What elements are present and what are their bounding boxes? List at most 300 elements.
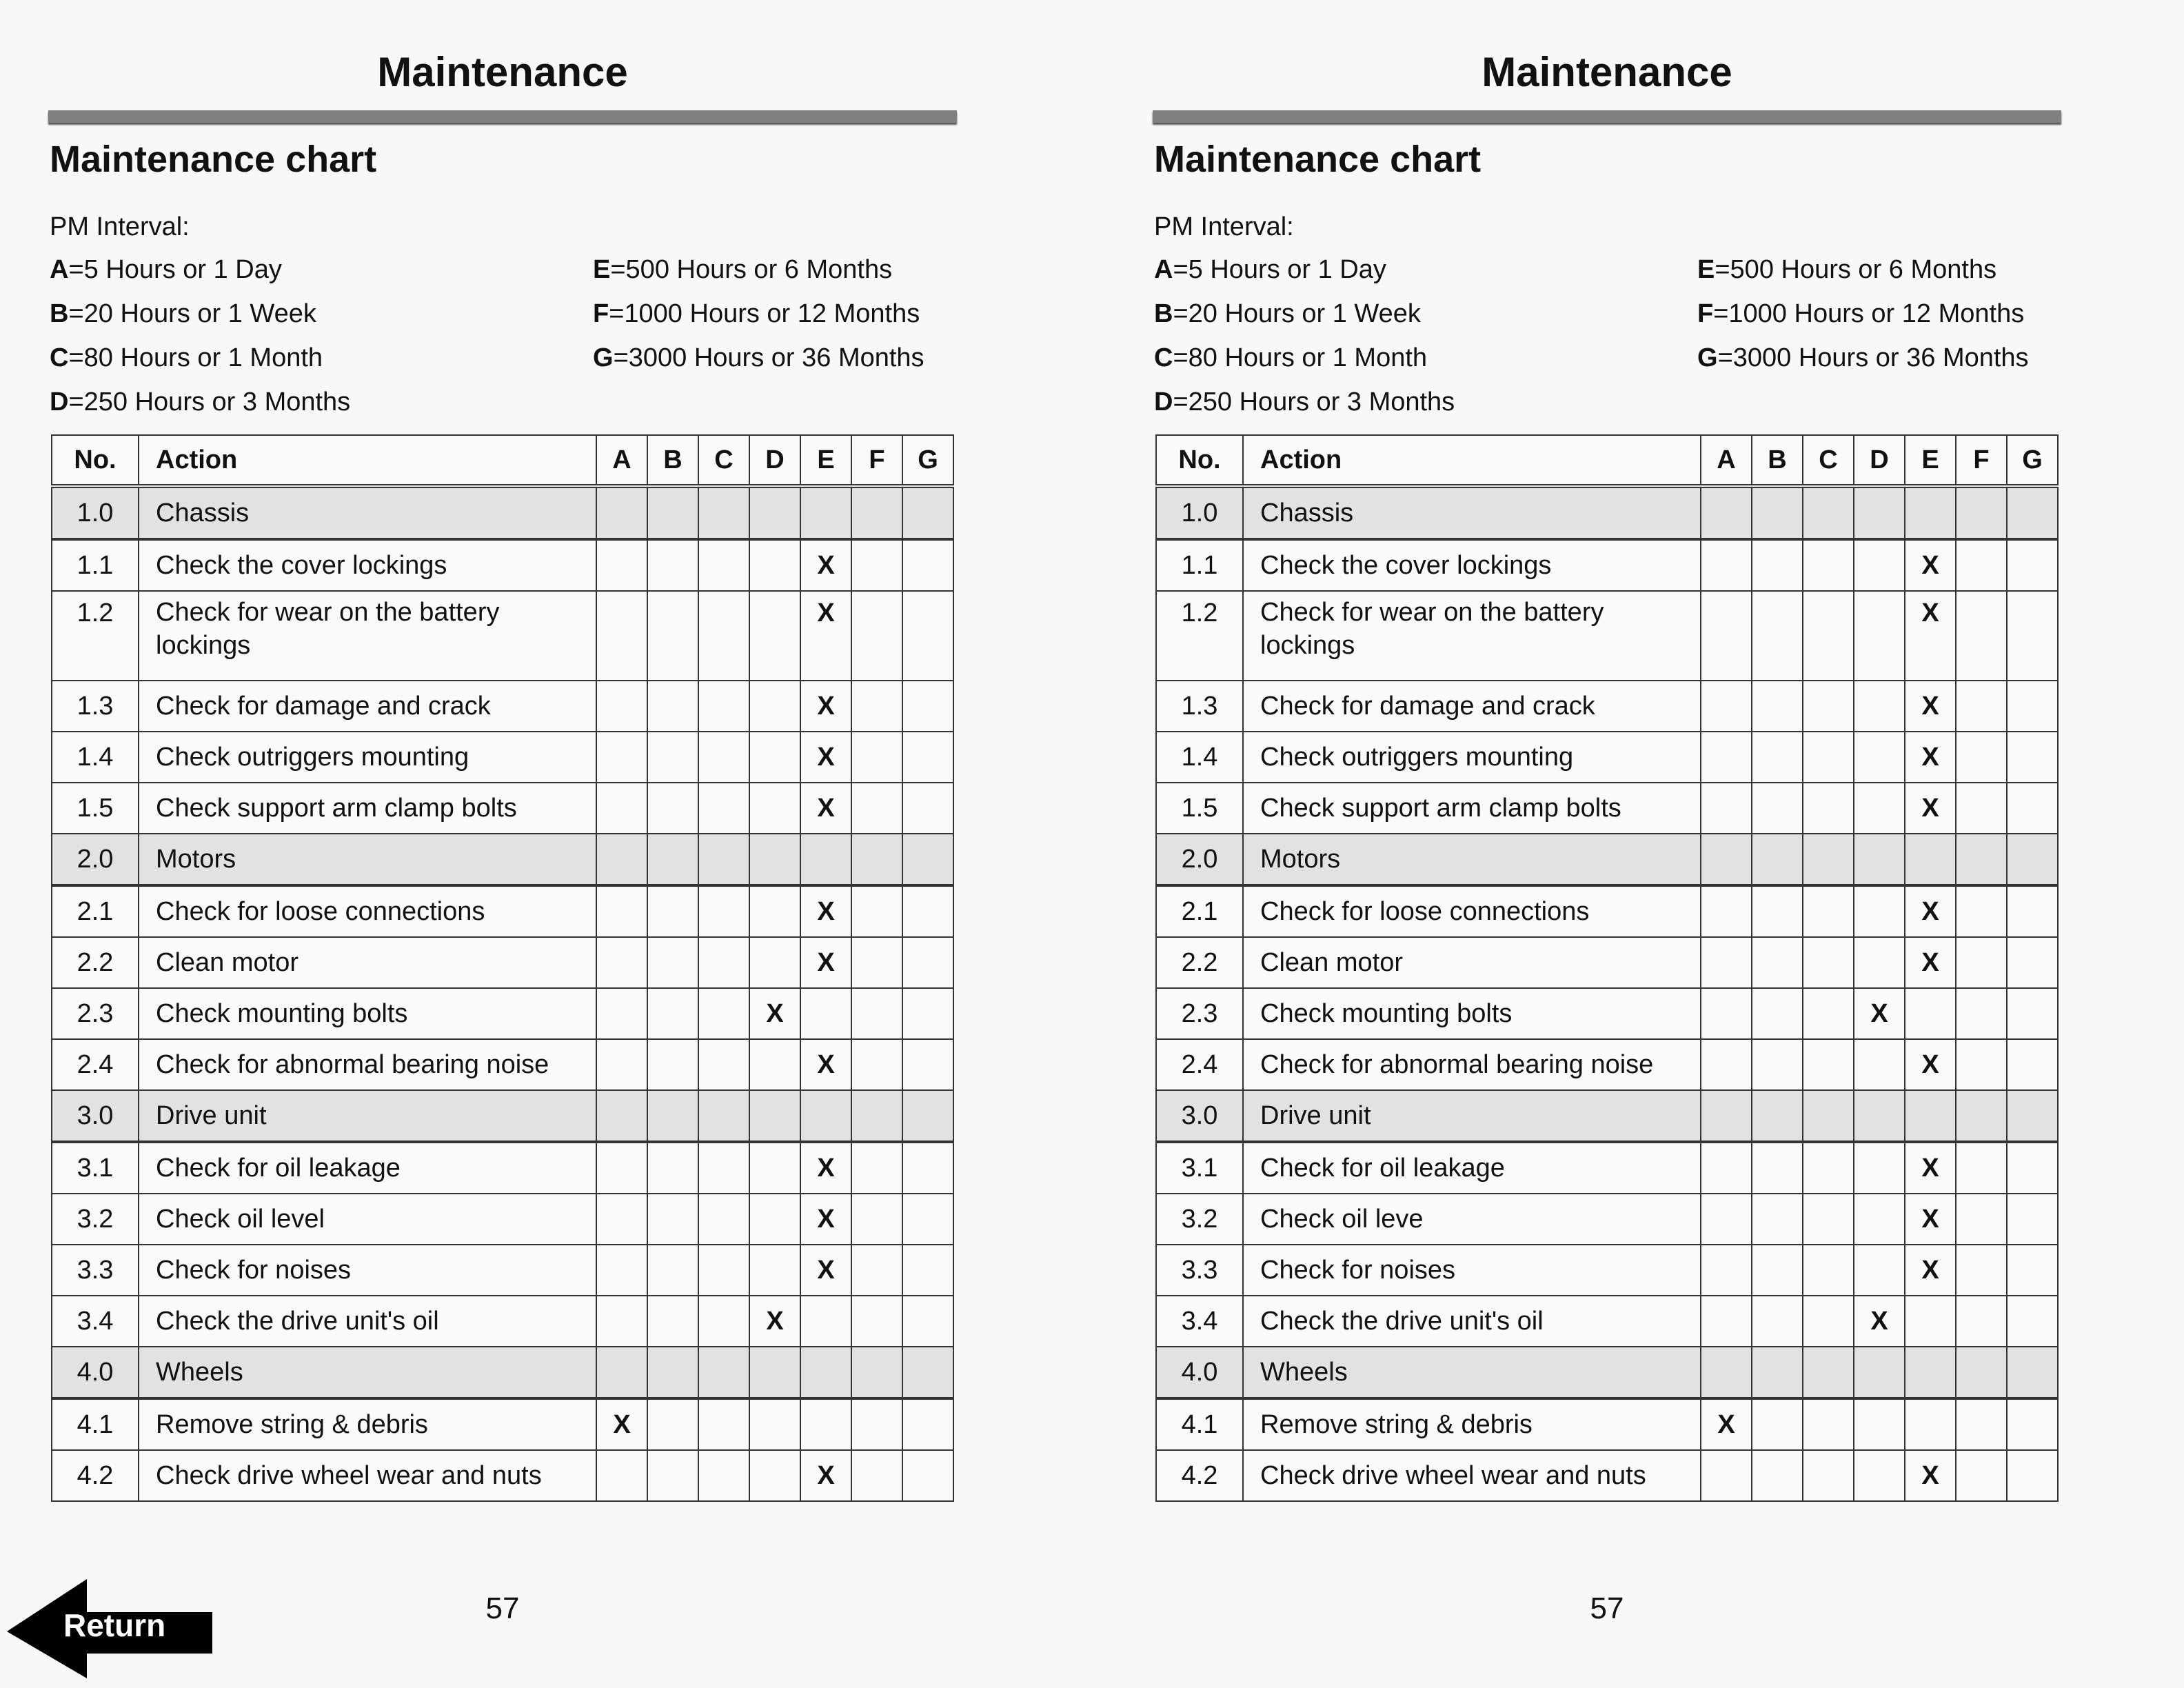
interval-mark-a bbox=[1701, 1142, 1752, 1194]
pm-interval-label: PM Interval: bbox=[1154, 212, 1294, 241]
item-number: 2.3 bbox=[52, 988, 139, 1039]
item-number: 4.2 bbox=[1156, 1450, 1243, 1501]
pm-interval-label: PM Interval: bbox=[50, 212, 190, 241]
interval-mark-g bbox=[902, 1245, 953, 1296]
interval-mark-g bbox=[902, 1142, 953, 1194]
interval-mark-c bbox=[698, 732, 749, 783]
interval-mark-g bbox=[902, 539, 953, 591]
interval-mark-b bbox=[1752, 681, 1803, 732]
interval-mark-e bbox=[800, 1347, 851, 1398]
interval-mark-a bbox=[1701, 937, 1752, 988]
interval-mark-a bbox=[1701, 1039, 1752, 1090]
column-header-c: C bbox=[698, 435, 749, 486]
interval-mark-b bbox=[1752, 1347, 1803, 1398]
interval-mark-d bbox=[1854, 885, 1905, 937]
interval-mark-b bbox=[1752, 1398, 1803, 1450]
interval-description: =500 Hours or 6 Months bbox=[1715, 255, 1997, 284]
table-row bbox=[1156, 1039, 2058, 1090]
interval-mark-c bbox=[698, 1142, 749, 1194]
interval-mark-a bbox=[1701, 885, 1752, 937]
action-text: Remove string & debris bbox=[139, 1398, 596, 1450]
interval-mark-a bbox=[596, 1347, 647, 1398]
interval-mark-g bbox=[2007, 486, 2058, 539]
table-row bbox=[52, 1039, 953, 1090]
item-number: 3.1 bbox=[52, 1142, 139, 1194]
interval-mark-f bbox=[1956, 988, 2007, 1039]
interval-mark-b bbox=[1752, 937, 1803, 988]
interval-mark-c bbox=[1803, 1039, 1854, 1090]
item-number: 1.1 bbox=[1156, 539, 1243, 591]
interval-mark-b bbox=[647, 591, 698, 681]
interval-description: =250 Hours or 3 Months bbox=[68, 388, 351, 416]
interval-mark-d bbox=[749, 937, 800, 988]
table-header-row bbox=[52, 435, 953, 486]
action-text: Check drive wheel wear and nuts bbox=[139, 1450, 596, 1501]
table-row bbox=[1156, 1450, 2058, 1501]
interval-mark-a bbox=[1701, 591, 1752, 681]
interval-mark-f bbox=[1956, 1398, 2007, 1450]
item-number: 3.3 bbox=[1156, 1245, 1243, 1296]
interval-mark-c bbox=[1803, 1450, 1854, 1501]
interval-mark-f bbox=[851, 783, 902, 834]
interval-mark-g bbox=[902, 937, 953, 988]
item-number: 3.4 bbox=[52, 1296, 139, 1347]
interval-mark-d bbox=[749, 732, 800, 783]
interval-mark-e: X bbox=[1905, 1039, 1956, 1090]
interval-mark-d bbox=[749, 783, 800, 834]
interval-mark-c bbox=[698, 783, 749, 834]
interval-mark-a bbox=[1701, 783, 1752, 834]
action-text: Check for noises bbox=[1243, 1245, 1701, 1296]
interval-mark-d bbox=[749, 1245, 800, 1296]
table-row bbox=[52, 1142, 953, 1194]
table-row bbox=[1156, 732, 2058, 783]
interval-mark-a bbox=[596, 681, 647, 732]
interval-mark-d: X bbox=[1854, 988, 1905, 1039]
interval-mark-g bbox=[902, 834, 953, 885]
interval-mark-f bbox=[1956, 1194, 2007, 1245]
column-header-e: E bbox=[800, 435, 851, 486]
interval-mark-f bbox=[851, 937, 902, 988]
interval-mark-b bbox=[1752, 1450, 1803, 1501]
interval-mark-b bbox=[647, 1090, 698, 1142]
interval-description: =20 Hours or 1 Week bbox=[1173, 299, 1421, 328]
interval-mark-e: X bbox=[800, 539, 851, 591]
interval-mark-b bbox=[647, 486, 698, 539]
interval-mark-f bbox=[851, 988, 902, 1039]
item-number: 2.4 bbox=[52, 1039, 139, 1090]
item-number: 1.5 bbox=[1156, 783, 1243, 834]
interval-mark-d bbox=[1854, 937, 1905, 988]
interval-mark-a bbox=[596, 1245, 647, 1296]
table-row bbox=[52, 1245, 953, 1296]
interval-mark-b bbox=[647, 539, 698, 591]
interval-mark-c bbox=[698, 1039, 749, 1090]
interval-mark-b bbox=[1752, 988, 1803, 1039]
column-header-g: G bbox=[902, 435, 953, 486]
interval-mark-e bbox=[1905, 1090, 1956, 1142]
interval-mark-b bbox=[1752, 1194, 1803, 1245]
section-row bbox=[1156, 486, 2058, 539]
section-row bbox=[52, 834, 953, 885]
interval-mark-d: X bbox=[749, 988, 800, 1039]
column-header-g: G bbox=[2007, 435, 2058, 486]
interval-mark-f bbox=[851, 1194, 902, 1245]
interval-mark-a bbox=[596, 486, 647, 539]
table-row bbox=[1156, 1142, 2058, 1194]
interval-key: E bbox=[593, 255, 611, 284]
interval-mark-d bbox=[749, 486, 800, 539]
table-row bbox=[52, 988, 953, 1039]
item-number: 4.0 bbox=[52, 1347, 139, 1398]
interval-key: D bbox=[1154, 388, 1173, 416]
interval-mark-c bbox=[1803, 1245, 1854, 1296]
interval-mark-d bbox=[1854, 591, 1905, 681]
interval-mark-f bbox=[1956, 681, 2007, 732]
column-header-f: F bbox=[851, 435, 902, 486]
interval-mark-e bbox=[1905, 834, 1956, 885]
table-row bbox=[1156, 1245, 2058, 1296]
maintenance-table bbox=[51, 434, 954, 1502]
interval-mark-d bbox=[1854, 783, 1905, 834]
interval-mark-e bbox=[800, 988, 851, 1039]
action-text: Check the cover lockings bbox=[1243, 539, 1701, 591]
interval-mark-e: X bbox=[800, 1450, 851, 1501]
interval-mark-d bbox=[749, 1194, 800, 1245]
interval-mark-g bbox=[2007, 1398, 2058, 1450]
interval-mark-g bbox=[2007, 834, 2058, 885]
interval-mark-c bbox=[698, 988, 749, 1039]
interval-mark-c bbox=[698, 1194, 749, 1245]
column-header-a: A bbox=[596, 435, 647, 486]
interval-mark-c bbox=[1803, 783, 1854, 834]
interval-mark-e: X bbox=[1905, 783, 1956, 834]
column-header-c: C bbox=[1803, 435, 1854, 486]
column-header-action: Action bbox=[1243, 435, 1701, 486]
interval-mark-f bbox=[1956, 1245, 2007, 1296]
interval-mark-c bbox=[698, 937, 749, 988]
interval-mark-c bbox=[698, 1347, 749, 1398]
table-row bbox=[1156, 1398, 2058, 1450]
section-title: Maintenance chart bbox=[50, 139, 377, 180]
interval-mark-f bbox=[1956, 937, 2007, 988]
section-row bbox=[52, 1090, 953, 1142]
interval-mark-e bbox=[1905, 1296, 1956, 1347]
interval-mark-a bbox=[1701, 1450, 1752, 1501]
action-text: Check support arm clamp bolts bbox=[139, 783, 596, 834]
item-number: 1.0 bbox=[52, 486, 139, 539]
action-text: Check for oil leakage bbox=[139, 1142, 596, 1194]
interval-mark-d bbox=[1854, 1090, 1905, 1142]
item-number: 3.2 bbox=[52, 1194, 139, 1245]
interval-mark-b bbox=[647, 1296, 698, 1347]
interval-key: A bbox=[1154, 255, 1173, 284]
interval-mark-f bbox=[851, 732, 902, 783]
interval-mark-e: X bbox=[1905, 1450, 1956, 1501]
interval-mark-d bbox=[1854, 1347, 1905, 1398]
interval-mark-e: X bbox=[1905, 681, 1956, 732]
interval-mark-e bbox=[800, 1296, 851, 1347]
interval-mark-g bbox=[2007, 732, 2058, 783]
interval-mark-g bbox=[2007, 885, 2058, 937]
interval-item-e bbox=[1697, 255, 1996, 285]
interval-mark-e bbox=[1905, 1398, 1956, 1450]
interval-mark-a bbox=[596, 1142, 647, 1194]
item-number: 2.0 bbox=[1156, 834, 1243, 885]
action-text: Check for oil leakage bbox=[1243, 1142, 1701, 1194]
interval-mark-b bbox=[1752, 1039, 1803, 1090]
interval-item-a bbox=[50, 255, 282, 285]
interval-mark-f bbox=[851, 1142, 902, 1194]
item-number: 3.3 bbox=[52, 1245, 139, 1296]
item-number: 3.0 bbox=[1156, 1090, 1243, 1142]
interval-mark-f bbox=[1956, 1347, 2007, 1398]
interval-mark-f bbox=[851, 1347, 902, 1398]
interval-mark-e: X bbox=[800, 1245, 851, 1296]
interval-mark-b bbox=[647, 783, 698, 834]
interval-mark-b bbox=[647, 1347, 698, 1398]
item-number: 4.0 bbox=[1156, 1347, 1243, 1398]
interval-mark-g bbox=[902, 1090, 953, 1142]
table-row bbox=[52, 539, 953, 591]
table-row bbox=[1156, 1194, 2058, 1245]
interval-mark-e bbox=[800, 834, 851, 885]
item-number: 1.0 bbox=[1156, 486, 1243, 539]
action-text: Check oil leve bbox=[1243, 1194, 1701, 1245]
interval-mark-c bbox=[698, 486, 749, 539]
interval-key: G bbox=[593, 343, 614, 372]
section-name: Drive unit bbox=[139, 1090, 596, 1142]
interval-mark-b bbox=[647, 732, 698, 783]
interval-mark-d bbox=[1854, 1450, 1905, 1501]
interval-mark-c bbox=[698, 1090, 749, 1142]
interval-mark-g bbox=[902, 783, 953, 834]
interval-mark-c bbox=[1803, 1142, 1854, 1194]
interval-mark-g bbox=[2007, 681, 2058, 732]
interval-mark-e: X bbox=[800, 591, 851, 681]
interval-mark-d bbox=[749, 1142, 800, 1194]
interval-mark-g bbox=[2007, 1090, 2058, 1142]
item-number: 2.1 bbox=[52, 885, 139, 937]
column-header-a: A bbox=[1701, 435, 1752, 486]
interval-key: A bbox=[50, 255, 69, 284]
interval-mark-e: X bbox=[800, 1142, 851, 1194]
action-text: Check mounting bolts bbox=[139, 988, 596, 1039]
table-row bbox=[52, 732, 953, 783]
interval-mark-f bbox=[851, 1450, 902, 1501]
interval-mark-a bbox=[596, 591, 647, 681]
interval-description: =80 Hours or 1 Month bbox=[68, 343, 323, 372]
interval-mark-f bbox=[1956, 783, 2007, 834]
interval-mark-d bbox=[749, 1039, 800, 1090]
interval-mark-b bbox=[1752, 486, 1803, 539]
interval-mark-g bbox=[2007, 1142, 2058, 1194]
column-header-b: B bbox=[647, 435, 698, 486]
interval-mark-f bbox=[851, 834, 902, 885]
interval-mark-a bbox=[596, 988, 647, 1039]
interval-mark-c bbox=[1803, 1296, 1854, 1347]
interval-mark-f bbox=[851, 885, 902, 937]
interval-mark-b bbox=[647, 988, 698, 1039]
interval-mark-e: X bbox=[1905, 1142, 1956, 1194]
interval-mark-c bbox=[698, 591, 749, 681]
interval-mark-b bbox=[1752, 591, 1803, 681]
interval-mark-e bbox=[1905, 486, 1956, 539]
column-header-no: No. bbox=[1156, 435, 1243, 486]
interval-mark-e bbox=[800, 486, 851, 539]
return-label: Return bbox=[63, 1607, 166, 1643]
interval-mark-g bbox=[902, 486, 953, 539]
interval-mark-d bbox=[749, 1398, 800, 1450]
interval-mark-c bbox=[1803, 885, 1854, 937]
interval-mark-a bbox=[1701, 988, 1752, 1039]
return-button[interactable] bbox=[6, 1578, 212, 1680]
table-row bbox=[52, 937, 953, 988]
interval-mark-f bbox=[851, 486, 902, 539]
interval-mark-a bbox=[1701, 1296, 1752, 1347]
interval-mark-f bbox=[1956, 834, 2007, 885]
interval-mark-g bbox=[902, 1398, 953, 1450]
section-name: Drive unit bbox=[1243, 1090, 1701, 1142]
item-number: 1.4 bbox=[1156, 732, 1243, 783]
interval-mark-a bbox=[1701, 486, 1752, 539]
interval-mark-g bbox=[2007, 591, 2058, 681]
interval-description: =1000 Hours or 12 Months bbox=[609, 299, 920, 328]
interval-mark-f bbox=[851, 1296, 902, 1347]
interval-mark-e: X bbox=[1905, 937, 1956, 988]
interval-mark-c bbox=[1803, 681, 1854, 732]
interval-mark-g bbox=[902, 1296, 953, 1347]
action-text: Clean motor bbox=[139, 937, 596, 988]
page-number: 57 bbox=[1590, 1591, 1624, 1625]
interval-mark-d bbox=[1854, 1039, 1905, 1090]
interval-item-d bbox=[50, 388, 350, 417]
interval-mark-a bbox=[596, 1450, 647, 1501]
item-number: 1.2 bbox=[52, 591, 139, 681]
interval-mark-d bbox=[749, 885, 800, 937]
item-number: 2.1 bbox=[1156, 885, 1243, 937]
maintenance-table bbox=[1155, 434, 2059, 1502]
interval-key: D bbox=[50, 388, 69, 416]
interval-key: E bbox=[1697, 255, 1715, 284]
interval-mark-d bbox=[1854, 834, 1905, 885]
interval-mark-g bbox=[2007, 539, 2058, 591]
table-row bbox=[52, 1296, 953, 1347]
interval-mark-a bbox=[596, 1090, 647, 1142]
interval-mark-b bbox=[647, 681, 698, 732]
interval-mark-a bbox=[596, 1039, 647, 1090]
page-title: Maintenance bbox=[377, 49, 628, 95]
interval-mark-e: X bbox=[1905, 732, 1956, 783]
interval-description: =80 Hours or 1 Month bbox=[1173, 343, 1428, 372]
page-right bbox=[1153, 0, 2118, 1688]
interval-mark-e bbox=[800, 1090, 851, 1142]
interval-mark-b bbox=[647, 1450, 698, 1501]
interval-mark-g bbox=[902, 1347, 953, 1398]
table-row bbox=[1156, 885, 2058, 937]
interval-mark-b bbox=[1752, 1142, 1803, 1194]
section-row bbox=[1156, 1090, 2058, 1142]
interval-mark-c bbox=[1803, 988, 1854, 1039]
interval-mark-e bbox=[1905, 1347, 1956, 1398]
table-row bbox=[52, 1450, 953, 1501]
interval-mark-b bbox=[1752, 783, 1803, 834]
interval-mark-b bbox=[647, 1398, 698, 1450]
action-text: Check the cover lockings bbox=[139, 539, 596, 591]
interval-mark-c bbox=[698, 1245, 749, 1296]
interval-mark-e: X bbox=[800, 885, 851, 937]
item-number: 4.2 bbox=[52, 1450, 139, 1501]
interval-item-b bbox=[50, 299, 316, 329]
interval-mark-e: X bbox=[800, 1039, 851, 1090]
interval-mark-b bbox=[647, 834, 698, 885]
section-row bbox=[1156, 1347, 2058, 1398]
interval-mark-b bbox=[1752, 1090, 1803, 1142]
action-text: Check for abnormal bearing noise bbox=[139, 1039, 596, 1090]
interval-mark-c bbox=[1803, 486, 1854, 539]
interval-mark-d bbox=[749, 591, 800, 681]
interval-mark-f bbox=[1956, 1296, 2007, 1347]
interval-mark-c bbox=[698, 885, 749, 937]
interval-mark-e: X bbox=[800, 681, 851, 732]
section-name: Wheels bbox=[139, 1347, 596, 1398]
interval-mark-a bbox=[596, 1194, 647, 1245]
interval-mark-e: X bbox=[800, 1194, 851, 1245]
section-name: Chassis bbox=[1243, 486, 1701, 539]
interval-item-g bbox=[1697, 343, 2029, 373]
interval-mark-g bbox=[2007, 783, 2058, 834]
interval-mark-g bbox=[902, 732, 953, 783]
interval-key: G bbox=[1697, 343, 1718, 372]
item-number: 1.3 bbox=[52, 681, 139, 732]
interval-mark-e: X bbox=[1905, 1194, 1956, 1245]
section-name: Motors bbox=[1243, 834, 1701, 885]
action-text: Check for damage and crack bbox=[1243, 681, 1701, 732]
interval-mark-f bbox=[1956, 1090, 2007, 1142]
interval-mark-a bbox=[1701, 1347, 1752, 1398]
interval-description: =20 Hours or 1 Week bbox=[68, 299, 316, 328]
interval-mark-f bbox=[851, 1090, 902, 1142]
interval-mark-e bbox=[800, 1398, 851, 1450]
interval-description: =500 Hours or 6 Months bbox=[610, 255, 893, 284]
interval-mark-c bbox=[1803, 591, 1854, 681]
interval-mark-d: X bbox=[1854, 1296, 1905, 1347]
interval-key: F bbox=[593, 299, 609, 328]
table-row bbox=[1156, 681, 2058, 732]
interval-mark-c bbox=[1803, 1194, 1854, 1245]
interval-mark-a bbox=[1701, 834, 1752, 885]
table-row bbox=[1156, 1296, 2058, 1347]
page-number: 57 bbox=[485, 1591, 520, 1625]
interval-key: C bbox=[50, 343, 69, 372]
interval-mark-c bbox=[698, 681, 749, 732]
interval-mark-g bbox=[2007, 1347, 2058, 1398]
interval-mark-f bbox=[851, 681, 902, 732]
interval-mark-d bbox=[1854, 486, 1905, 539]
interval-mark-d bbox=[1854, 1142, 1905, 1194]
section-row bbox=[52, 486, 953, 539]
section-name: Motors bbox=[139, 834, 596, 885]
table-row bbox=[52, 1398, 953, 1450]
interval-description: =5 Hours or 1 Day bbox=[68, 255, 282, 284]
interval-mark-a bbox=[1701, 1194, 1752, 1245]
table-row bbox=[1156, 591, 2058, 681]
interval-mark-b bbox=[1752, 834, 1803, 885]
table-row bbox=[52, 885, 953, 937]
interval-mark-e: X bbox=[800, 937, 851, 988]
page-title: Maintenance bbox=[1482, 49, 1732, 95]
interval-mark-c bbox=[698, 834, 749, 885]
